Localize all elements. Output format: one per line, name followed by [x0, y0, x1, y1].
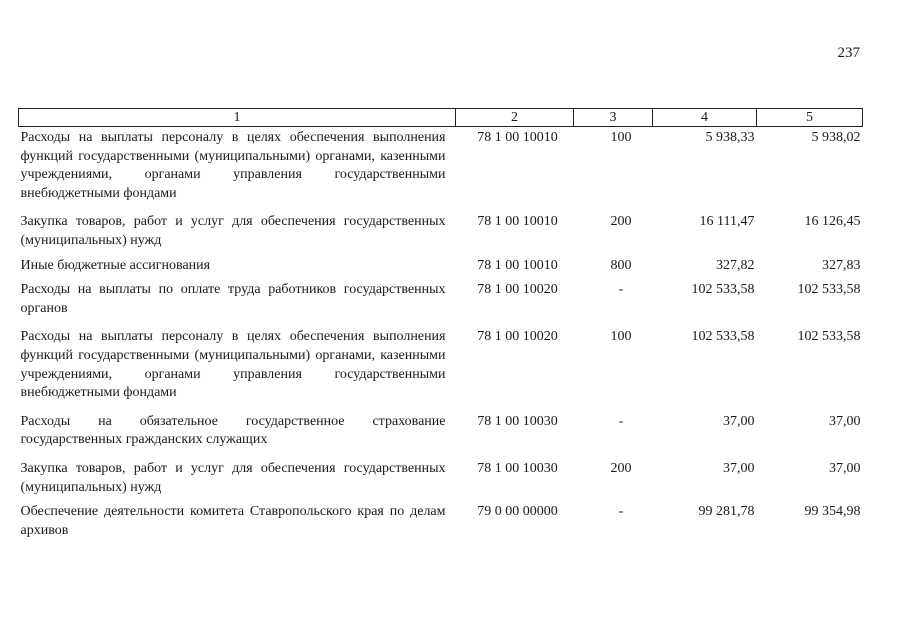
row-value-5: 5 938,02	[811, 130, 861, 145]
header-col-3: 3	[574, 109, 653, 127]
row-value-5: 327,83	[822, 257, 861, 273]
row-code: 78 1 00 10030	[477, 413, 558, 429]
header-col-2: 2	[456, 109, 574, 127]
row-type: 800	[610, 257, 632, 273]
page-number: 237	[837, 45, 860, 61]
table-row	[19, 503, 863, 550]
row-value-4: 5 938,33	[705, 130, 755, 145]
row-value-5: 102 533,58	[797, 282, 861, 298]
table-row	[19, 213, 863, 256]
row-code: 79 0 00 00000	[477, 504, 558, 520]
header-col-4: 4	[653, 109, 757, 127]
row-description: Расходы на выплаты по оплате труда работников государственных органов	[20, 282, 446, 316]
row-description: Закупка товаров, работ и услуг для обеспечения государственных (муниципальных) нужд	[20, 460, 446, 495]
table-row	[19, 281, 863, 328]
row-value-4: 99 281,78	[698, 504, 755, 520]
row-value-5: 99 354,98	[804, 504, 861, 520]
row-type: 100	[610, 130, 632, 145]
table-row	[19, 257, 863, 282]
row-value-5: 37,00	[829, 460, 861, 476]
row-value-5: 16 126,45	[804, 214, 861, 230]
table-row	[19, 413, 863, 460]
row-type: -	[618, 413, 624, 429]
row-code: 78 1 00 10010	[477, 257, 558, 273]
row-code: 78 1 00 10030	[477, 460, 558, 476]
row-value-4: 102 533,58	[691, 282, 755, 298]
row-value-4: 37,00	[723, 413, 755, 429]
row-type: -	[618, 504, 624, 520]
row-type: 200	[610, 214, 632, 230]
row-code: 78 1 00 10010	[477, 130, 558, 145]
header-col-1: 1	[19, 109, 456, 127]
row-code: 78 1 00 10020	[477, 329, 558, 345]
row-type: 200	[610, 460, 632, 476]
header-row	[19, 109, 863, 127]
row-type: -	[618, 282, 624, 298]
row-description: Расходы на обязательное государственное страхование государственных гражданских служащих	[20, 413, 446, 448]
row-description: Закупка товаров, работ и услуг для обеспечения государственных (муниципальных) нужд	[20, 214, 446, 248]
budget-table	[18, 108, 863, 550]
table-body	[19, 127, 863, 551]
row-value-5: 37,00	[829, 413, 861, 429]
row-description: Обеспечение деятельности комитета Ставропольского края по делам архивов	[20, 504, 446, 538]
row-value-4: 327,82	[716, 257, 755, 273]
row-description: Расходы на выплаты персоналу в целях обеспечения выполнения функций государственными (муниципальными) органами, казенными учреждениями, органами управления государственными внебюджетными фондами	[20, 329, 446, 401]
table-row	[19, 328, 863, 412]
header-col-5: 5	[757, 109, 863, 127]
row-description: Иные бюджетные ассигнования	[20, 257, 211, 273]
table-header	[19, 109, 863, 127]
row-code: 78 1 00 10010	[477, 214, 558, 230]
table-row	[19, 127, 863, 214]
row-value-4: 16 111,47	[699, 214, 755, 230]
row-code: 78 1 00 10020	[477, 282, 558, 298]
row-value-5: 102 533,58	[797, 329, 861, 345]
row-value-4: 37,00	[723, 460, 755, 476]
table-row	[19, 460, 863, 503]
row-value-4: 102 533,58	[691, 329, 755, 345]
row-description: Расходы на выплаты персоналу в целях обеспечения выполнения функций государственными (муниципальными) органами, казенными учреждениями, органами управления государственными внебюджетными фондами	[20, 130, 446, 201]
row-type: 100	[610, 329, 632, 345]
